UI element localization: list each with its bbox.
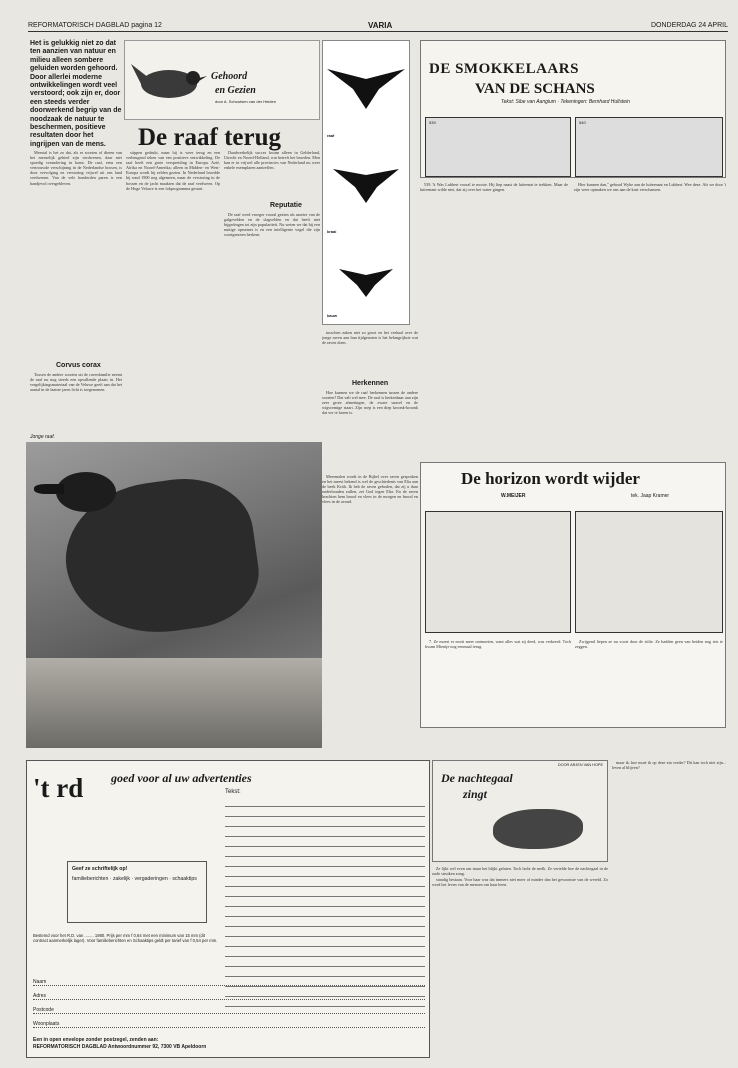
comic-credit: Tekst: Sibe van Aangium · Tekeningen: Bernhard Hullstein [501, 99, 630, 105]
ad-field-city[interactable]: Woonplaats [33, 1021, 425, 1028]
jackdaw-silhouette-icon [323, 241, 409, 321]
article-paragraph: stippen gedrukt, maar hij is weer terug en een verheugend teken van een positieve ontwikkeling. De raaf heeft een grote verspreiding in Europa, Azië, Afrika en Noord-Amerika; alleen in Midden- en West-Europa wordt hij zelden gezien. In Nederland broedde hij rond 1900 nog algemeen, maar de verstoring in de bossen en de jacht maakten dat de raaf verdween. Op de Hoge Veluwe is een fokprogramma gestart. [126, 150, 220, 191]
article-column-4 [322, 330, 418, 374]
header-paper-name: REFORMATORISCH DAGBLAD pagina 12 [28, 22, 162, 29]
article-paragraph: Daadwerkelijk succes kwam alleen in Gelderland, Utrecht en Noord-Holland, wat betreft het broeden. Men kan er in vrijwel alle provincies van Nederland nu weer enkele exemplaren aantreffen. [224, 150, 320, 171]
story-nachtegaal-banner [432, 760, 608, 862]
comic-text-right [574, 182, 726, 458]
strip-label-kraai: kraai [327, 229, 337, 234]
banner-title-line1: Gehoord [211, 71, 248, 82]
article-paragraph: Meermalen wordt in de Bijbel over raven gesproken en het meest bekend is wel de geschiedenis van Elia aan de beek Krith. Ik heb de raven geboden, dat zij u daar onderhouden zullen, zei God tegen Elia. En de raven brachten hem brood en vlees in de morgen en brood en vlees in de avond. [322, 474, 418, 505]
comic-paragraph: 539. 'k Was Lubbert vooral te mooie. Hij liep naast de luiteenat te trekken. Maar de luiteenant wilde niet, dat zij over het water gingen. [420, 182, 568, 193]
bird-illustration-icon [129, 44, 209, 118]
ad-slogan: goed voor al uw advertenties [111, 771, 252, 785]
horizon-author: W.MEIJER [501, 493, 526, 499]
photo-bird-head [56, 472, 116, 512]
nachtegaal-credit: DOOR ARJEN VAN HOPE [557, 763, 603, 767]
horizon-paragraph: Zwijgend liepen ze nu voort door de stilte. Ze hadden geen van beiden nog iets te zeggen. [575, 639, 723, 650]
article-column-4b [322, 474, 418, 748]
ad-text-label: Tekst: [225, 789, 241, 795]
ad-text-lines[interactable] [225, 797, 425, 1007]
photo-rock [26, 658, 322, 748]
ad-logo: 't rd [33, 773, 84, 803]
nachtegaal-title-line2: zingt [463, 787, 488, 801]
nachtegaal-title-line1: De nachtegaal [441, 771, 513, 785]
comic-paragraph: Hier kunnen dan," gebood Wybe aan de luiteenant en Lubbert. Wee deze. Als we door 't zijn weer opmaken we ons aan de kust verschansen. [574, 182, 726, 193]
banner-author: door A. Schoutsen van der Heiden [215, 99, 276, 104]
article-paragraph: Hoe kunnen we de raaf herkennen tussen de andere soorten? Dat valt wel mee. De raaf is herkenbaar aan zijn zeer grote afmetingen, de zware snavel en de wigvormige staart. Zijn roep is een diep kroonk-kroonk dat ver te horen is. [322, 390, 418, 416]
horizon-text-right [575, 639, 723, 725]
article-column-4a [322, 390, 418, 472]
photo-caption: Jonge raaf. [30, 434, 56, 440]
article-headline: De raaf terug [138, 124, 281, 151]
comic-panel [425, 117, 571, 177]
ad-box-items: familieberichten · zakelijk · vergaderingen · schaaktips [72, 876, 197, 882]
comic-text-left [420, 182, 568, 458]
raven-silhouette-icon [323, 49, 409, 129]
article-column-2 [126, 150, 220, 430]
ad-footer-address: REFORMATORISCH DAGBLAD Antwoordnummer 92, 7300 VB Apeldoorn [33, 1044, 207, 1050]
subhead-herkennen: Herkennen [352, 380, 389, 387]
horizon-paragraph: 7. Ze moest er nooit meer ontmoeten, want alles wat zij deed, was verkeerd. Toch kwam Mientje nog eenmaal terug. [425, 639, 571, 650]
strip-label-raaf: raaf [327, 133, 335, 138]
article-paragraph: Meestal is het zo dat, als er soorten of dieren van het menselijk gebied zijn verdwenen, daar niet spoedig verandering in komt. De raaf, eens een vertrouwde verschijning in de Nederlandse bossen, is door vervolging en verstoring vrijwel uit ons land verdwenen. Van de vele honderden paren is een handjevol overgebleven. [30, 150, 122, 186]
subhead-reputatie: Reputatie [270, 202, 302, 209]
ad-footer-instruction: Een in open envelope zonder postzegel, zenden aan: [33, 1037, 159, 1043]
raven-photo [26, 442, 322, 748]
banner-title-line2: en Gezien [215, 85, 256, 96]
article-column-3 [224, 150, 320, 198]
page-header [28, 20, 728, 32]
ad-field-name[interactable]: Naam [33, 979, 425, 986]
article-column-3b [224, 212, 320, 460]
article-paragraph: Tussen de andere soorten uit de ravenfamilie neemt de raaf nu nog steeds een opvallende plaats in. Het vergelijkingsmateriaal van de Veluwe geeft aan dat het aantal in de laatste jaren licht is toegenomen. [30, 372, 122, 393]
ad-category-box [67, 861, 207, 923]
ad-field-postcode[interactable]: Postcode [33, 1007, 425, 1014]
horizon-text-left [425, 639, 571, 725]
bird-silhouette-strip [322, 40, 410, 325]
ad-field-address[interactable]: Adres [33, 993, 425, 1000]
strip-label-kauw: kauw [327, 313, 338, 318]
crow-silhouette-icon [323, 145, 409, 225]
horizon-title: De horizon wordt wijder [461, 469, 640, 488]
horizon-illustrator: tek. Jaap Kramer [631, 493, 670, 499]
ad-box-title: Geef ze schriftelijk op! [72, 866, 128, 872]
nachtegaal-text [432, 866, 608, 1056]
right-column-paragraph: maar ik..hoe moet ik op deze zin verder? Dit kan toch niet zijn... leven al blijven? [612, 760, 726, 771]
comic-title-line1: DE SMOKKELAARS [429, 61, 579, 77]
header-date: DONDERDAG 24 APRIL [650, 22, 728, 29]
nachtegaal-paragraph: Ze lijkt wel even om maar het blijkt gelaten. Toch lacht de melk. Ze vertelde hoe de nachtegaal in de oude struiken zong. [432, 866, 608, 877]
panel-number: 539 [429, 120, 436, 125]
article-column-1 [30, 150, 122, 360]
comic-panel [575, 117, 723, 177]
photo-bird-beak [34, 484, 64, 494]
column-banner [124, 40, 320, 120]
comic-smokkelaars [420, 40, 726, 178]
article-paragraph: tusschen zaken niet zo groot en het verhaal over de jonge raven aan hun tijdgenoten is het belangrijkste wat de raven doen. [322, 330, 418, 346]
intro-text: Het is gelukkig niet zo dat ten aanzien van natuur en milieu alleen sombere geluiden worden gehoord. Door allerlei moderne ontwikkelingen wordt veel verstoord; ook zijn er, door een steeds verder doorwerkend begrip van de noodzaak de natuur te beschermen, positieve resultaten door het ingrijpen van de mens. [30, 40, 122, 148]
panel-number: 540 [579, 120, 586, 125]
right-column-text [612, 760, 726, 1056]
nachtegaal-paragraph: standig bestaan. Voor haar was dat immers niet meer of minder dan het gewoonste van de wereld. Zo werd het leven van de mensen om haar heen. [432, 877, 608, 888]
advertisement-form [26, 760, 430, 1058]
nightingale-illustration [493, 809, 583, 849]
subhead-corvus: Corvus corax [56, 362, 101, 369]
comic-title-line2: VAN DE SCHANS [475, 81, 595, 97]
article-column-1b [30, 372, 122, 430]
comic-horizon [420, 462, 726, 728]
header-section: VARIA [368, 21, 393, 30]
horizon-panel [575, 511, 723, 633]
horizon-panel [425, 511, 571, 633]
ad-pricing-text: Bestemd voor het R.D. van ........ 1980. Prijs per mm f 0,64 met een minimum van 15 mm (dit contract aanmerkelijk lager). Voor familieberichten en Schaaktips geldt per tarief van f 0,54 per mm. [33, 933, 218, 943]
article-paragraph: De raaf werd vroeger vooral gezien als aaseter van de galgevelden en de slagvelden en dat heeft niet bijgedragen tot zijn populariteit. Nu weten we dat hij een nuttige opruimer is en een intelligente vogel die zijn soortgenoten herkent. [224, 212, 320, 238]
